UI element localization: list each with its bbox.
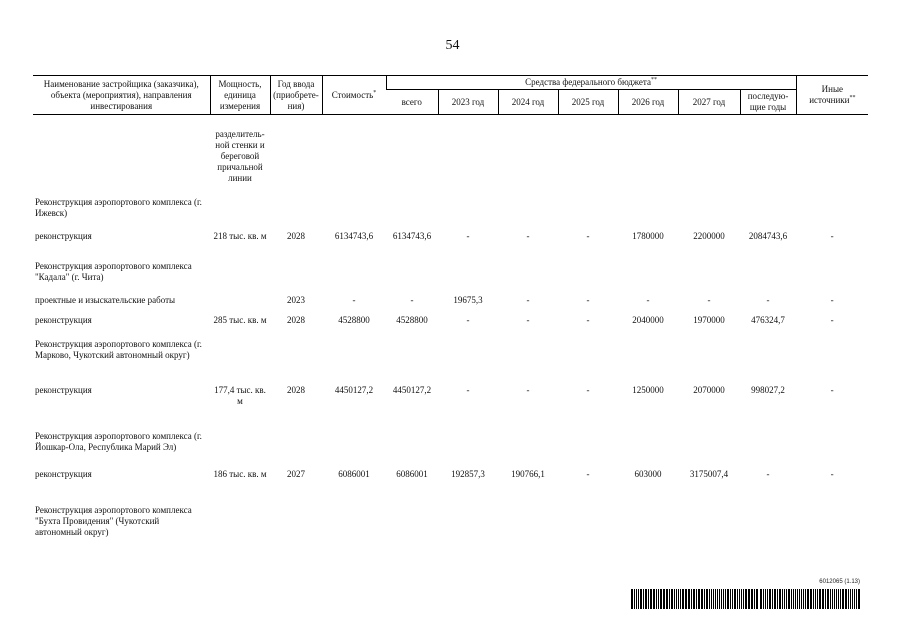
cell-total: 4450127,2 [392,384,432,395]
cell-2025 [558,505,618,545]
header-total: всего [386,90,438,115]
table-row [33,295,868,315]
cell-year: 2027 [287,468,305,479]
cell-cost [322,115,386,197]
header-other-label: Иные источники [809,84,850,105]
cell-2027: 3175007,4 [689,468,729,479]
table-row [33,469,868,505]
cell-2026 [618,421,678,469]
cell-other: - [830,314,834,325]
cell-2024: - [526,384,530,395]
cell-other [796,505,868,545]
cell-2025: - [586,384,590,395]
cell-2026 [618,339,678,385]
cell-other [796,421,868,469]
cell-unit: 285 тыс. кв. м [213,314,267,325]
table-row [33,315,868,339]
header-federal-mark: ** [650,77,657,83]
cell-2025: - [586,294,590,305]
header-2027: 2027 год [678,90,740,115]
cell-cost [322,197,386,231]
cell-name: Реконструкция аэропортового комплекса (г. Йошкар-Ола, Республика Марий Эл) [35,430,202,452]
cell-cost [322,339,386,385]
cell-cost [322,261,386,295]
cell-2023: 192857,3 [451,468,485,479]
cell-name: реконструкция [35,384,92,395]
cell-cost: 4450127,2 [334,384,374,395]
cell-year [270,505,322,545]
cell-2025 [558,197,618,231]
cell-2025 [558,261,618,295]
cell-total: 6086001 [396,468,428,479]
cell-year [270,339,322,385]
cell-2027: 2070000 [693,384,725,395]
cell-2025 [558,339,618,385]
table-body [33,115,868,545]
cell-unit [210,197,270,231]
cell-unit: разделитель-ной стенки и береговой причальной линии [215,129,265,183]
cell-year [270,115,322,197]
table-row [33,261,868,295]
cell-name: Реконструкция аэропортового комплекса "Бухта Провидения" (Чукотский автономный округ) [35,504,192,537]
cell-unit: 218 тыс. кв. м [213,230,267,241]
header-federal-label: Средства федерального бюджета [525,77,651,87]
cell-2023: - [466,314,470,325]
cell-2027 [678,505,740,545]
cell-later [740,339,796,385]
cell-other [796,339,868,385]
cell-2027 [678,197,740,231]
cell-name: Реконструкция аэропортового комплекса (г. Марково, Чукотский автономный округ) [35,338,202,360]
header-capacity: Мощность, единица измерения [210,76,270,115]
cell-year: 2023 [287,294,305,305]
cell-name: Реконструкция аэропортового комплекса (г. Ижевск) [35,196,202,218]
cell-2023 [438,261,498,295]
header-year: Год ввода (приобрете-ния) [270,76,322,115]
table-header [33,76,868,115]
cell-cost: 6086001 [338,468,370,479]
cell-cost: 6134743,6 [334,230,374,241]
cell-later [740,261,796,295]
cell-other: - [830,230,834,241]
cell-unit [210,261,270,295]
table-row [33,505,868,545]
cell-other [796,261,868,295]
cell-2023: - [466,230,470,241]
cell-total [386,505,438,545]
header-later-years: последую-щие годы [740,90,796,115]
cell-later [740,197,796,231]
cell-later [740,505,796,545]
header-2023: 2023 год [438,90,498,115]
cell-total [386,115,438,197]
cell-2025 [558,115,618,197]
cell-2024 [498,339,558,385]
cell-later [740,421,796,469]
cell-2024: 190766,1 [511,468,545,479]
page-number: 54 [445,38,460,53]
cell-2026: 2040000 [632,314,664,325]
cell-unit [210,421,270,469]
header-name: Наименование застройщика (заказчика), объекта (мероприятия), направления инвестирования [33,76,210,115]
cell-total [386,197,438,231]
cell-total [386,339,438,385]
cell-2024: - [526,294,530,305]
header-cost-label: Стоимость [331,89,374,100]
cell-2024 [498,115,558,197]
cell-2026: - [646,294,650,305]
cell-unit: 186 тыс. кв. м [213,468,267,479]
cell-2025: - [586,314,590,325]
cell-cost [322,505,386,545]
cell-2027 [678,421,740,469]
cell-2024 [498,261,558,295]
cell-2027 [678,261,740,295]
cell-year: 2028 [287,230,305,241]
table-row [33,115,868,197]
cell-name: реконструкция [35,468,92,479]
cell-name: реконструкция [35,314,92,325]
cell-2026: 603000 [634,468,662,479]
header-2026: 2026 год [618,90,678,115]
cell-2023 [438,505,498,545]
header-other-mark: ** [849,95,856,101]
cell-year: 2028 [287,314,305,325]
cell-later: 998027,2 [751,384,785,395]
barcode-label: 6012065 (1.13) [819,579,860,585]
table-row [33,421,868,469]
cell-other: - [830,468,834,479]
cell-2027: - [707,294,711,305]
cell-other: - [830,294,834,305]
cell-later: 476324,7 [751,314,785,325]
cell-total: 6134743,6 [392,230,432,241]
barcode-bars [631,589,860,609]
cell-2027: 1970000 [693,314,725,325]
cell-later: 2084743,6 [748,230,788,241]
cell-name [33,115,210,197]
header-cost-mark: * [373,89,377,96]
cell-2026 [618,505,678,545]
cell-year [270,197,322,231]
cell-later: - [766,468,770,479]
header-other-sources [796,76,868,115]
cell-2026 [618,261,678,295]
header-federal-budget [386,76,796,90]
cell-name: реконструкция [35,230,92,241]
cell-2024 [498,197,558,231]
cell-2024: - [526,230,530,241]
cell-2027 [678,339,740,385]
cell-2023: 19675,3 [453,294,483,305]
cell-2027 [678,115,740,197]
cell-2025: - [586,468,590,479]
header-2024: 2024 год [498,90,558,115]
cell-other [796,115,868,197]
cell-other [796,197,868,231]
cell-cost: 4528800 [338,314,370,325]
cell-2023 [438,115,498,197]
cell-2023 [438,197,498,231]
cell-2023 [438,421,498,469]
cell-2024 [498,421,558,469]
cell-year [270,421,322,469]
cell-2025: - [586,230,590,241]
cell-year: 2028 [287,384,305,395]
table-row [33,385,868,421]
cell-total: - [410,294,414,305]
header-cost [322,76,386,115]
header-2025: 2025 год [558,90,618,115]
cell-2026: 1780000 [632,230,664,241]
cell-later: - [766,294,770,305]
cell-name: Реконструкция аэропортового комплекса "Кадала" (г. Чита) [35,260,192,282]
table-row [33,197,868,231]
cell-2027: 2200000 [693,230,725,241]
cell-cost: - [352,294,356,305]
cell-cost [322,421,386,469]
cell-name: проектные и изыскательские работы [35,294,176,305]
cell-2024: - [526,314,530,325]
investment-table [33,75,868,545]
cell-total [386,261,438,295]
cell-2026 [618,197,678,231]
cell-later [740,115,796,197]
cell-2025 [558,421,618,469]
cell-unit [210,295,270,315]
cell-unit: 177,4 тыс. кв. м [214,384,266,406]
cell-2026 [618,115,678,197]
cell-total: 4528800 [396,314,428,325]
cell-year [270,261,322,295]
cell-unit [210,505,270,545]
barcode [631,581,860,609]
cell-2023 [438,339,498,385]
table-row [33,339,868,385]
cell-total [386,421,438,469]
table-row [33,231,868,261]
cell-unit [210,339,270,385]
cell-2024 [498,505,558,545]
cell-2026: 1250000 [632,384,664,395]
cell-other: - [830,384,834,395]
cell-2023: - [466,384,470,395]
